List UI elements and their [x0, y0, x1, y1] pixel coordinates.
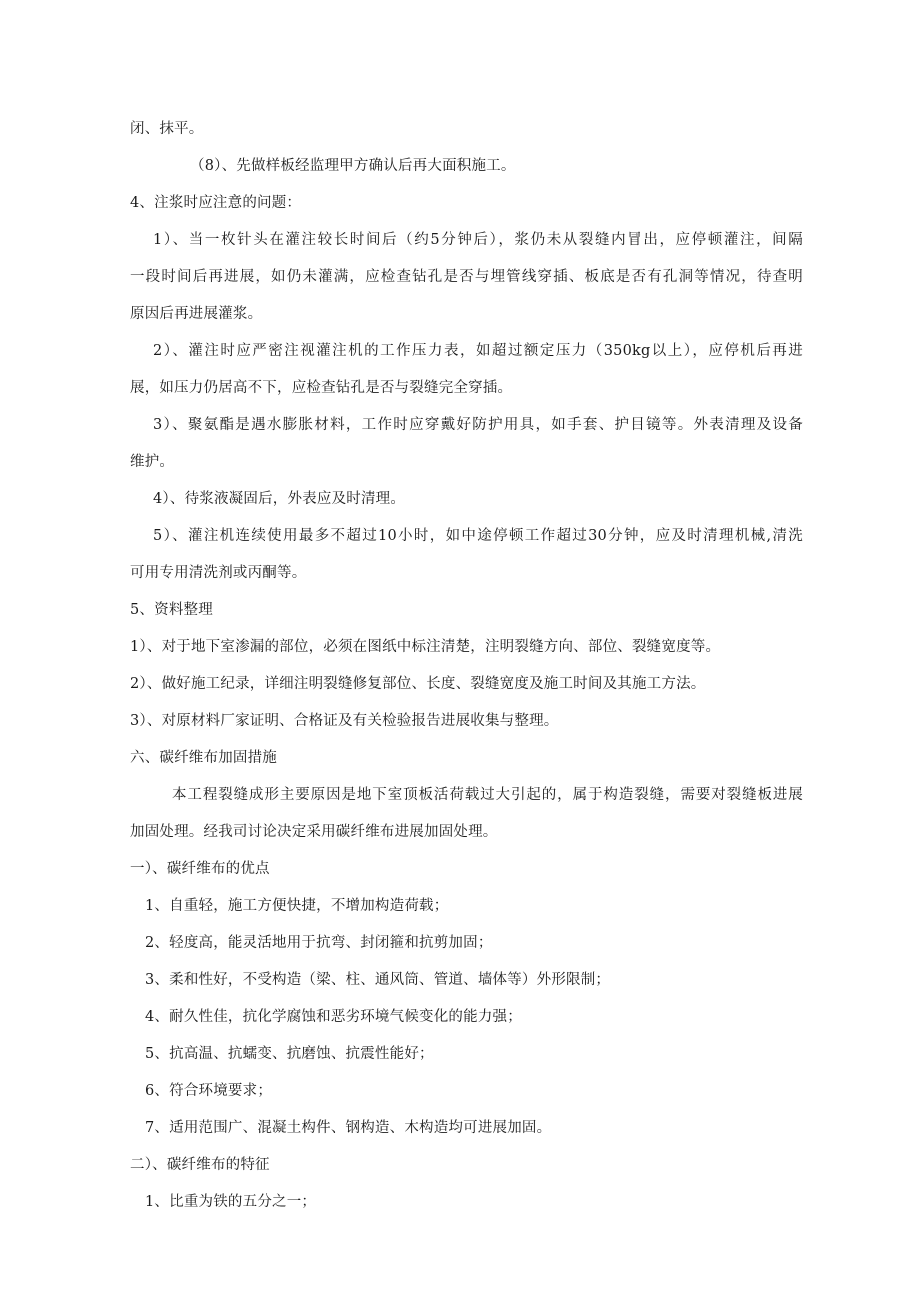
section-heading-carbon-fiber: 六、碳纤维布加固措施: [130, 750, 277, 766]
text-line-6: 原因后再进展灌浆。: [130, 306, 263, 322]
text-line-1: 闭、抹平。: [130, 121, 204, 137]
text-line-17: 3）、对原材料厂家证明、合格证及有关检验报告进展收集与整理。: [130, 713, 559, 729]
list-item: 5、抗高温、抗蠕变、抗磨蚀、抗震性能好；: [145, 1046, 434, 1062]
list-item: 7、适用范围广、混凝土构件、钢构造、木构造均可进展加固。: [145, 1120, 552, 1136]
list-item: 4、耐久性佳，抗化学腐蚀和恶劣环境气候变化的能力强；: [145, 1009, 522, 1025]
text-line-11: 4）、待浆液凝固后，外表应及时清理。: [153, 491, 406, 507]
text-line-3: 4、注浆时应注意的问题：: [130, 195, 302, 211]
text-line-2: （8）、先做样板经监理甲方确认后再大面积施工。: [190, 158, 516, 174]
text-line-7: 2）、灌注时应严密注视灌注机的工作压力表，如超过额定压力（350kg以上），应停机后再进: [153, 343, 803, 359]
text-line-9: 3）、聚氨酯是遇水膨胀材料，工作时应穿戴好防护用具，如手套、护目镜等。外表清理及设备: [153, 417, 803, 433]
list-item: 6、符合环境要求；: [145, 1083, 273, 1099]
section-title-data-arrangement: 5、资料整理: [130, 602, 213, 618]
text-line-8: 展，如压力仍居高不下，应检查钻孔是否与裂缝完全穿插。: [130, 380, 513, 396]
text-line-12: 5）、灌注机连续使用最多不超过10小时，如中途停顿工作超过30分钟，应及时清理机械,清洗: [153, 528, 803, 544]
text-line-10: 维护。: [130, 454, 175, 470]
text-line-19: 本工程裂缝成形主要原因是地下室顶板活荷载过大引起的，属于构造裂缝，需要对裂缝板进展: [172, 787, 803, 803]
list-item: 1、自重轻，施工方便快捷，不增加构造荷载；: [145, 898, 449, 914]
subsection-title-advantages: 一）、碳纤维布的优点: [130, 861, 270, 877]
text-line-13: 可用专用清洗剂或丙酮等。: [130, 565, 307, 581]
text-line-15: 1）、对于地下室渗漏的部位，必须在图纸中标注清楚，注明裂缝方向、部位、裂缝宽度等。: [130, 639, 721, 655]
text-line-20: 加固处理。经我司讨论决定采用碳纤维布进展加固处理。: [130, 824, 498, 840]
text-line-5: 一段时间后再进展，如仍未灌满，应检查钻孔是否与埋管线穿插、板底是否有孔洞等情况，待查明: [130, 269, 803, 285]
list-item: 2、轻度高，能灵活地用于抗弯、封闭箍和抗剪加固；: [145, 935, 493, 951]
list-item: 3、柔和性好，不受构造（梁、柱、通风筒、管道、墙体等）外形限制；: [145, 972, 611, 988]
text-line-4: 1）、当一枚针头在灌注较长时间后（约5分钟后），浆仍未从裂缝内冒出，应停顿灌注，间隔: [153, 232, 803, 248]
subsection-title-features: 二）、碳纤维布的特征: [130, 1157, 270, 1173]
text-line-16: 2）、做好施工纪录，详细注明裂缝修复部位、长度、裂缝宽度及施工时间及其施工方法。: [130, 676, 706, 692]
list-item: 1、比重为铁的五分之一；: [145, 1194, 317, 1210]
